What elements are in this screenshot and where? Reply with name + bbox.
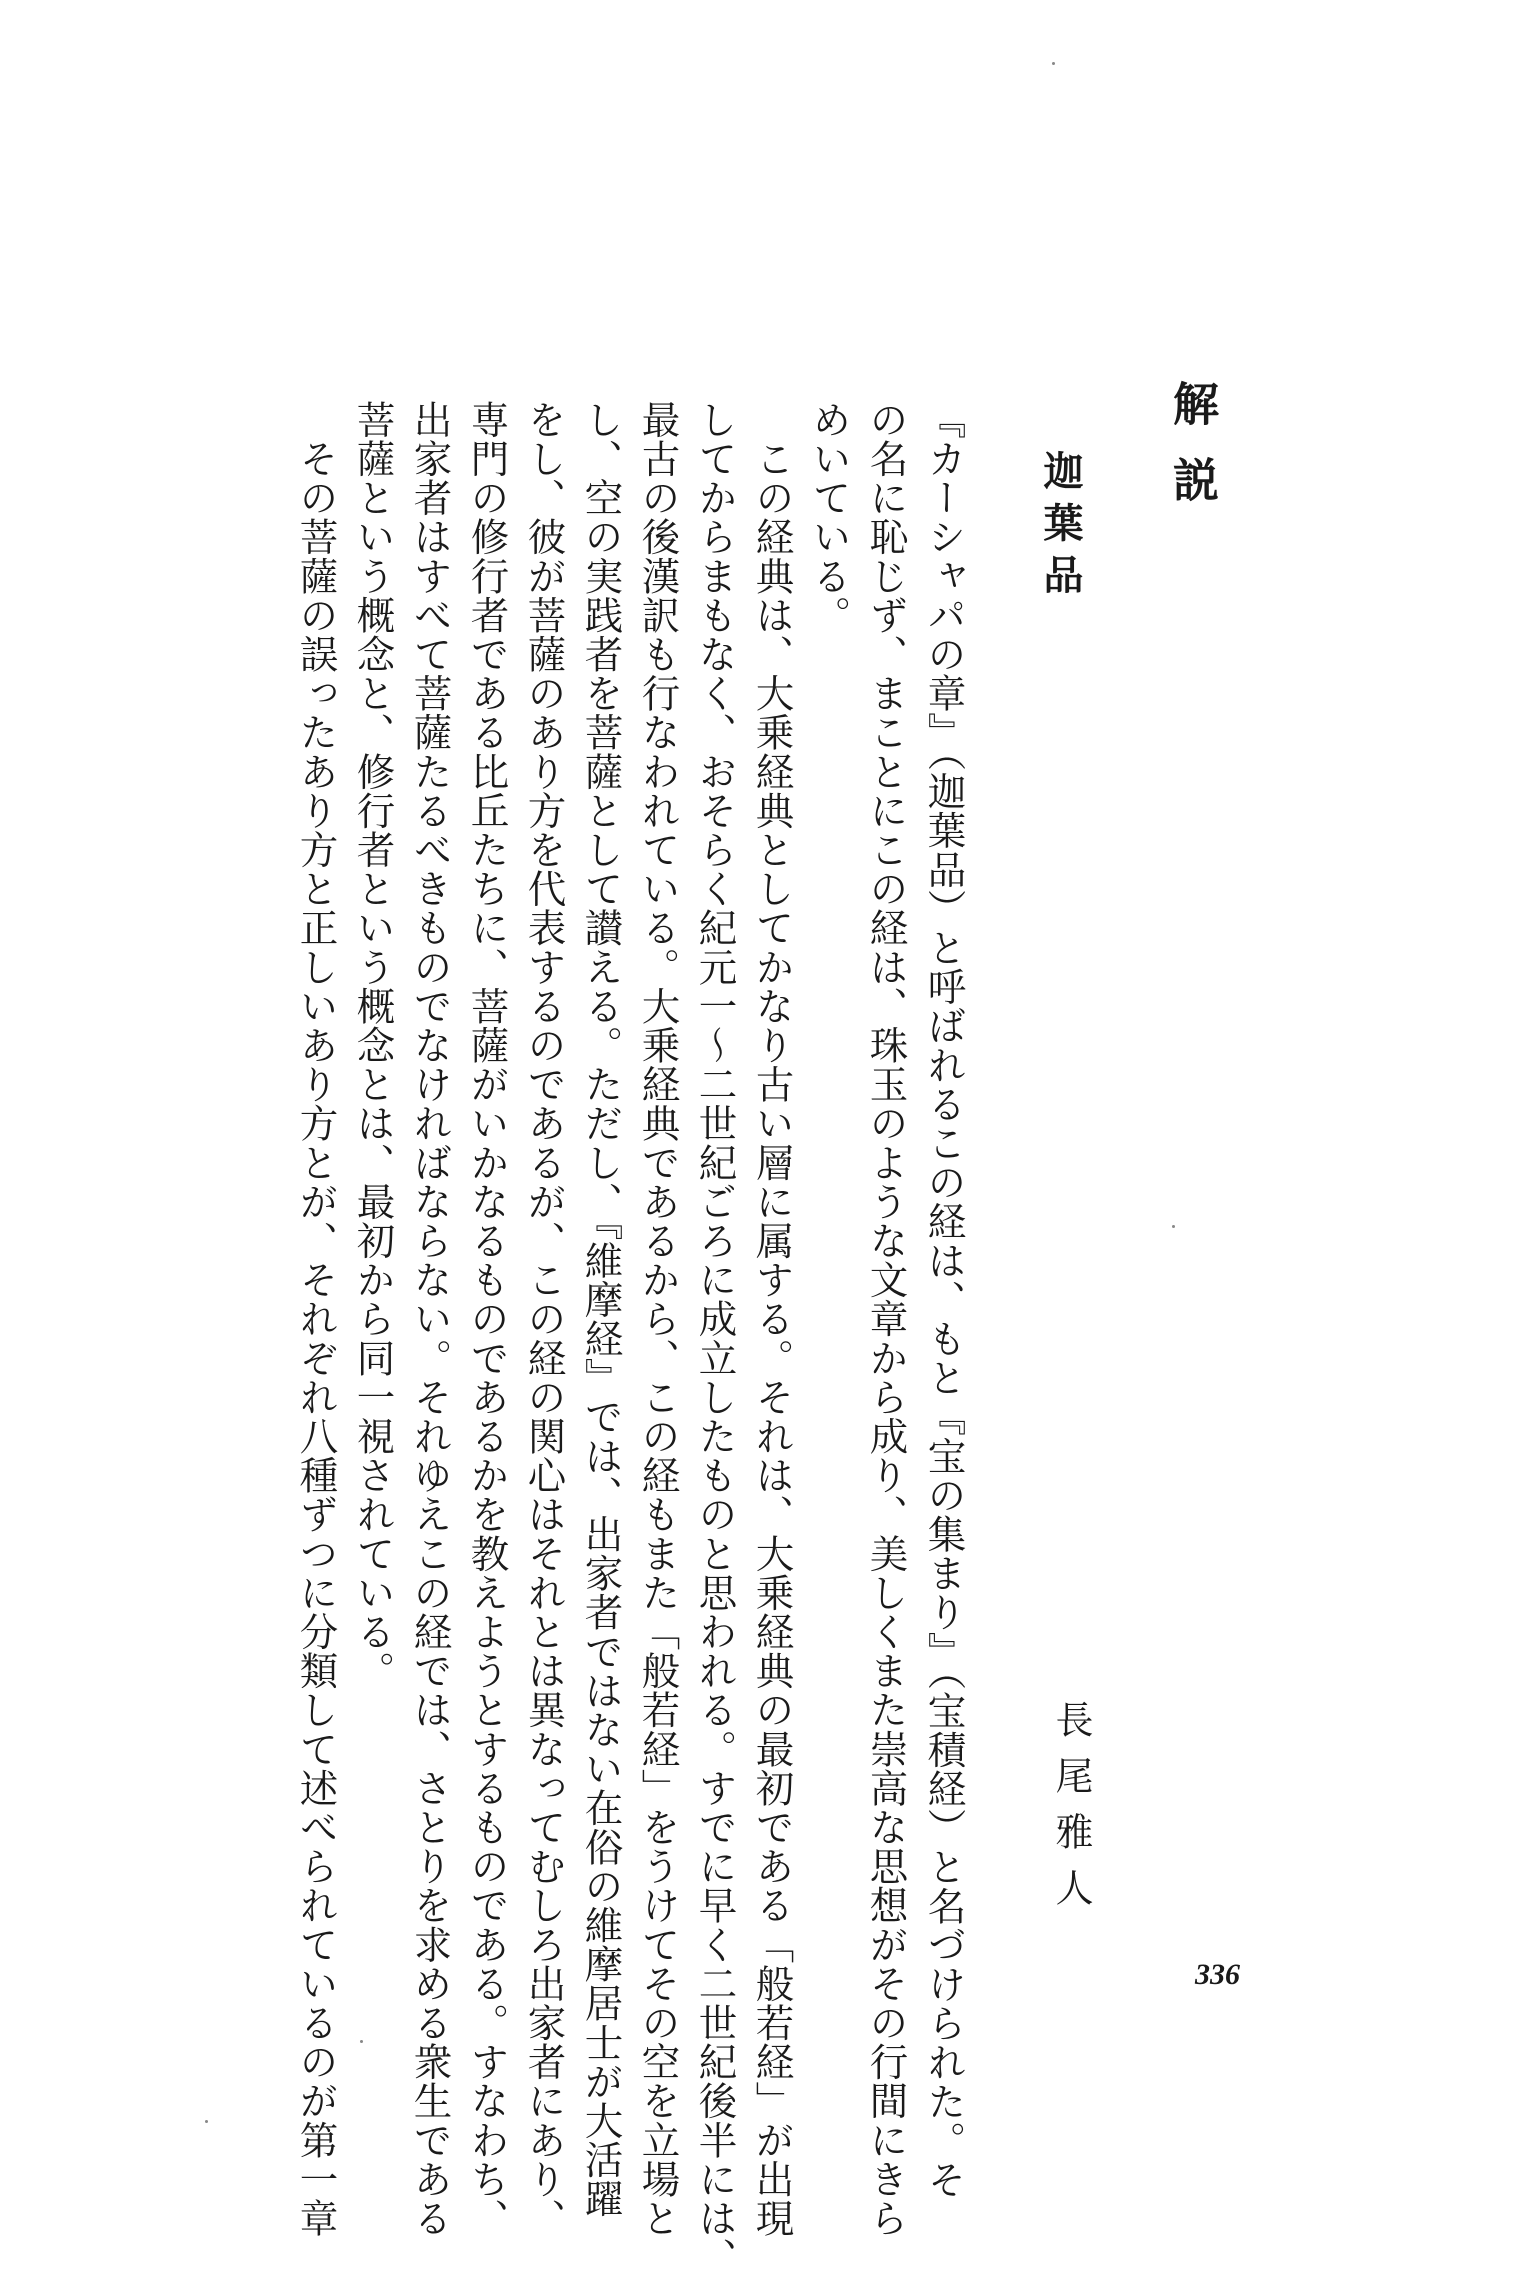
scan-speck [1052,62,1055,65]
section-title: 解説 [1166,380,1220,532]
body-line: の名に恥じず、まことにこの経は、珠玉のような文章から成り、美しくまた崇高な思想がその行間にきら [863,400,909,2238]
scan-speck [360,2040,363,2043]
body-line: 菩薩という概念と、修行者という概念とは、最初から同一視されている。 [350,400,396,1691]
body-line: をし、彼が菩薩のあり方を代表するのであるが、この経の関心はそれとは異なってむしろ出家者にあり、 [521,400,567,2238]
body-line: してからまもなく、おそらく紀元一〜二世紀ごろに成立したものと思われる。すでに早く二世紀後半には、 [692,400,738,2277]
body-line: 専門の修行者である比丘たちに、菩薩がいかなるものであるかを教えようとするものである。すなわち、 [464,400,510,2238]
author-name: 長尾雅人 [1049,1700,1093,1924]
scan-speck [205,2120,208,2123]
body-line: この経典は、大乗経典としてかなり古い層に属する。それは、大乗経典の最初である「般若経」が出現 [749,400,795,2238]
body-line: 『カーシャパの章』（迦葉品）と呼ばれるこの経は、もと『宝の集まり』（宝積経）と名づけられた。そ [921,400,967,2200]
page-number: 336 [1195,1958,1240,1991]
body-line: 最古の後漢訳も行なわれている。大乗経典であるから、この経もまた「般若経」をうけてその空を立場と [635,400,681,2238]
scan-speck [1172,1225,1175,1228]
body-line: し、空の実践者を菩薩として讃える。ただし、『維摩経』では、出家者ではない在俗の維摩居士が大活躍 [578,400,624,2219]
subsection-title: 迦葉品 [1037,450,1084,606]
body-line: 出家者はすべて菩薩たるべきものでなければならない。それゆえこの経では、さとりを求める衆生である [407,400,453,2238]
body-line: その菩薩の誤ったあり方と正しいあり方とが、それぞれ八種ずつに分類して述べられているのが第一章 [293,400,339,2238]
body-line: めいている。 [806,400,852,635]
